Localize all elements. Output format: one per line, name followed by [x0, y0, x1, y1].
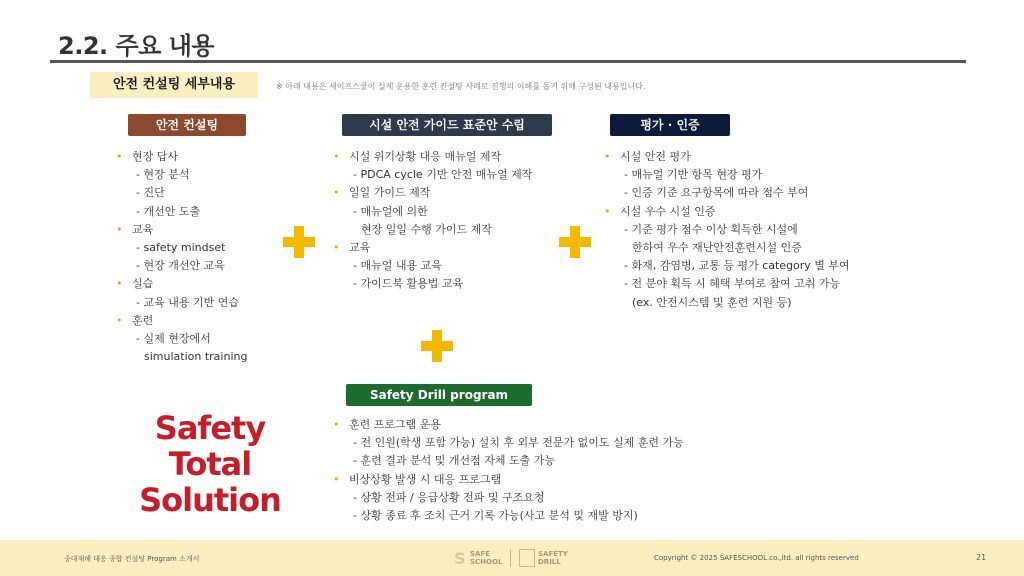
plus-icon	[421, 330, 453, 362]
logo-drill-line2: DRILL	[538, 558, 561, 566]
page-number: 21	[976, 553, 987, 562]
list-item: • 비상상황 발생 시 대응 프로그램	[333, 471, 684, 489]
footer-doc-title: 중대재해 대응 종합 컨설팅 Program 소개서	[64, 555, 200, 563]
list-item: • 시설 안전 평가	[604, 148, 850, 166]
list-item: • 교육	[333, 239, 532, 257]
list-subitem: - 전 인원(학생 포함 가능) 설치 후 외부 전문가 없이도 실제 훈련 가능	[353, 436, 684, 450]
list-subitem: - 전 분야 획득 시 혜택 부여로 참여 고취 가능	[624, 277, 841, 291]
plus-icon	[559, 226, 591, 258]
list-subitem: - safety mindset	[136, 240, 226, 254]
footer-copyright: Copyright © 2025 SAFESCHOOL.co.,ltd. all rights reserved	[654, 554, 859, 562]
list-subitem: (ex. 안전시스템 및 훈련 지원 등)	[632, 295, 792, 309]
safeschool-logo-text	[470, 550, 502, 566]
header-guide: 시설 안전 가이드 표준안 수립	[342, 114, 552, 136]
list-subitem: - 인증 기준 요구항목에 따라 점수 부여	[624, 186, 809, 200]
list-guide	[333, 148, 532, 294]
list-subitem: - 매뉴얼에 의한	[353, 204, 428, 218]
list-item: • 훈련	[116, 312, 247, 330]
list-item: • 실습	[116, 275, 247, 293]
list-item: • 일일 가이드 제작	[333, 184, 532, 202]
list-subitem: 현장 일일 수행 가이드 제작	[361, 222, 492, 236]
list-subitem: - 상황 종료 후 조치 근거 기록 가능(사고 분석 및 재발 방지)	[353, 508, 638, 522]
logo-drill-line1: SAFETY	[538, 550, 568, 558]
list-item: • 훈련 프로그램 운용	[333, 416, 684, 434]
list-item: • 시설 우수 시설 인증	[604, 203, 850, 221]
footer	[0, 540, 1024, 576]
logo-safe-line2: SCHOOL	[470, 558, 503, 566]
list-item: • 시설 위기상황 대응 매뉴얼 제작	[333, 148, 532, 166]
list-subitem: - PDCA cycle 기반 안전 매뉴얼 제작	[353, 168, 533, 182]
header-consult: 안전 컨설팅	[128, 114, 246, 136]
safety-drill-logo	[519, 549, 535, 567]
slogan	[138, 410, 282, 518]
list-item: • 교육	[116, 221, 247, 239]
list-subitem: - 훈련 결과 분석 및 개선점 자체 도출 가능	[353, 454, 555, 468]
list-subitem: - 화재, 감염병, 교통 등 평가 category 별 부여	[624, 259, 850, 273]
list-subitem: - 개선안 도출	[136, 204, 201, 218]
list-subitem: - 기준 평가 점수 이상 획득한 시설에	[624, 222, 798, 236]
list-consult	[116, 148, 247, 366]
logo-safe-line1: SAFE	[470, 550, 491, 558]
list-subitem: - 매뉴얼 기반 항목 현장 평가	[624, 168, 763, 182]
slogan-line-3: Solution	[139, 481, 281, 519]
title-divider	[50, 60, 966, 63]
subtitle-tag: 안전 컨설팅 세부내용	[90, 72, 258, 98]
list-subitem: - 매뉴얼 내용 교육	[353, 259, 442, 273]
list-subitem: - 교육 내용 기반 연습	[136, 295, 239, 309]
subtitle-note: ※ 아래 내용은 세이프스쿨이 실제 운용한 훈련 컨설팅 사례로 진행의 이해를 돕기 위해 구성된 내용입니다.	[276, 82, 646, 91]
safeschool-logo: S	[454, 549, 466, 568]
list-item: • 현장 답사	[116, 148, 247, 166]
list-subitem: - 현장 개선안 교육	[136, 259, 225, 273]
plus-icon	[283, 226, 315, 258]
page-title: 2.2. 주요 내용	[58, 32, 215, 60]
logo-separator	[510, 549, 511, 567]
list-eval	[604, 148, 850, 312]
list-subitem: - 가이드북 활용법 교육	[353, 277, 464, 291]
list-subitem: - 상황 전파 / 응급상황 전파 및 구조요청	[353, 490, 545, 504]
list-subitem: simulation training	[144, 350, 248, 364]
list-drill	[333, 416, 684, 525]
slogan-line-2: Total	[168, 445, 252, 483]
list-subitem: 한하여 우수 재난안전훈련시설 인증	[632, 240, 802, 254]
slogan-line-1: Safety	[154, 409, 266, 447]
list-subitem: - 진단	[136, 186, 165, 200]
list-subitem: - 현장 분석	[136, 168, 190, 182]
safety-drill-logo-text	[538, 550, 568, 566]
list-subitem: - 실제 현장에서	[136, 331, 211, 345]
header-eval: 평가 · 인증	[610, 114, 730, 136]
header-drill: Safety Drill program	[346, 384, 532, 406]
